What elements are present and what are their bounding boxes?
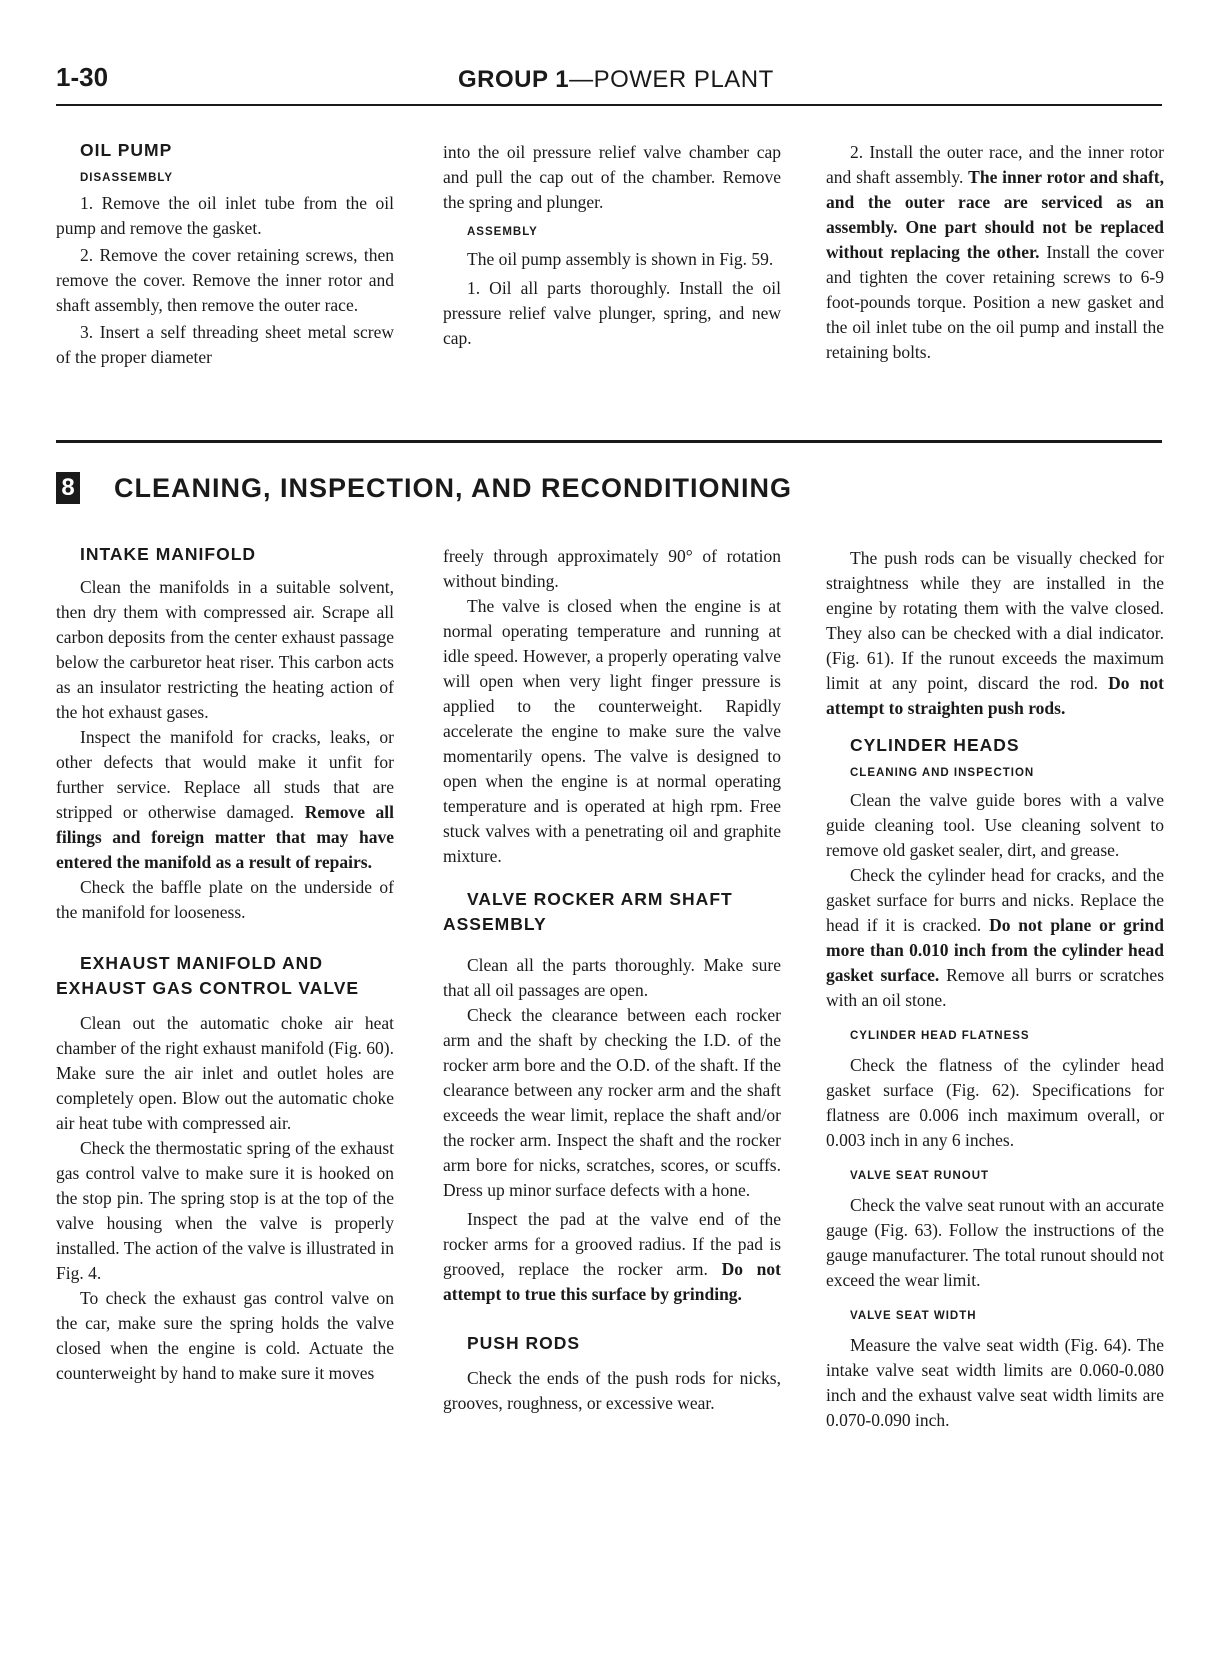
paragraph: Check the ends of the push rods for nicks, grooves, roughness, or excessive wear.	[443, 1368, 781, 1413]
group-separator: —	[569, 66, 594, 93]
text-run: Remove all burrs or scratches with an oil stone.	[826, 965, 1165, 1010]
subheading-valve-seat-width: VALVE SEAT WIDTH	[850, 1310, 977, 1322]
main-column-3	[826, 546, 1164, 1433]
text-run: Inspect the manifold for cracks, leaks, or other defects that would make it unfit for further service. Replace all studs that are stripped or otherwise damaged.	[56, 727, 394, 822]
emphasis: The inner rotor and shaft, and the outer race are serviced as an assembly. One part should not be replaced without replacing the other.	[826, 167, 1164, 262]
running-header	[458, 66, 774, 94]
text-run: Install the cover and tighten the cover retaining screws to 6-9 foot-pounds torque. Position a new gasket and the oil inlet tube on the oil pump and install the retaining bolts.	[826, 242, 1164, 362]
top-column-2	[443, 140, 781, 351]
subheading-assembly: ASSEMBLY	[467, 226, 538, 238]
paragraph: 2. Remove the cover retaining screws, then remove the cover. Remove the inner rotor and shaft assembly, then remove the outer race.	[56, 245, 394, 315]
paragraph: To check the exhaust gas control valve on the car, make sure the spring holds the valve closed when the engine is cold. Actuate the counterweight by hand to make sure it moves	[56, 1288, 394, 1383]
paragraph	[826, 546, 1164, 721]
paragraph: 1. Remove the oil inlet tube from the oil pump and remove the gasket.	[56, 193, 394, 238]
paragraph: Clean the valve guide bores with a valve guide cleaning tool. Use cleaning solvent to remove old gasket sealer, dirt, and grease.	[826, 790, 1164, 860]
paragraph	[56, 725, 394, 875]
subheading-cylinder-head-flatness: CYLINDER HEAD FLATNESS	[850, 1030, 1030, 1042]
emphasis: Do not plane or grind more than 0.010 inch from the cylinder head gasket surface.	[826, 915, 1164, 985]
section-number-badge: 8	[56, 472, 80, 504]
heading-oil-pump: OIL PUMP	[80, 140, 173, 160]
paragraph: The valve is closed when the engine is at normal operating temperature and running at idle speed. However, a properly operating valve will open when very light finger pressure is applied to the counterweight. Rapidly accelerate the engine to make sure the valve momentarily opens. The valve is designed to open when the engine is at normal operating temperature and is operated at high rpm. Free stuck valves with a penetrating oil and graphite mixture.	[443, 596, 781, 866]
paragraph: Check the baffle plate on the underside of the manifold for looseness.	[56, 877, 394, 922]
emphasis: Remove all filings and foreign matter that may have entered the manifold as a result of repairs.	[56, 802, 394, 872]
main-column-1	[56, 542, 394, 1386]
subheading-valve-seat-runout: VALVE SEAT RUNOUT	[850, 1170, 990, 1182]
paragraph	[826, 863, 1164, 1013]
section-title: CLEANING, INSPECTION, AND RECONDITIONING	[114, 473, 793, 503]
paragraph	[443, 1207, 781, 1307]
paragraph: Check the flatness of the cylinder head gasket surface (Fig. 62). Specifications for flatness are 0.006 inch maximum overall, or 0.003 inch in any 6 inches.	[826, 1055, 1164, 1150]
paragraph: Clean the manifolds in a suitable solvent, then dry them with compressed air. Scrape all carbon deposits from the center exhaust passage below the carburetor heat riser. This carbon acts as an insulator restricting the heating action of the hot exhaust gases.	[56, 577, 394, 722]
paragraph: Check the valve seat runout with an accurate gauge (Fig. 63). Follow the instructions of the gauge manufacturer. The total runout should not exceed the wear limit.	[826, 1195, 1164, 1290]
text-run: 2. Install the outer race, and the inner rotor and shaft assembly.	[826, 142, 1164, 187]
group-label: GROUP 1	[458, 66, 570, 93]
text-run: Check the cylinder head for cracks, and the gasket surface for burrs and nicks. Replace the head if it is cracked.	[826, 865, 1164, 935]
paragraph: 1. Oil all parts thoroughly. Install the oil pressure relief valve plunger, spring, and new cap.	[443, 278, 781, 348]
subheading-cleaning-inspection: CLEANING AND INSPECTION	[850, 767, 1035, 779]
section-rule	[56, 440, 1162, 443]
heading-valve-rocker-arm: VALVE ROCKER ARM SHAFT ASSEMBLY	[443, 889, 733, 934]
top-column-1	[56, 138, 394, 370]
paragraph: The oil pump assembly is shown in Fig. 59.	[467, 249, 774, 269]
emphasis: Do not attempt to straighten push rods.	[826, 673, 1164, 718]
text-run: The push rods can be visually checked for straightness while they are installed in the engine by rotating them with the valve closed. They also can be checked with a dial indicator. (Fig. 61). If the runout exceeds the maximum limit at any point, discard the rod.	[826, 548, 1164, 693]
heading-cylinder-heads: CYLINDER HEADS	[850, 735, 1020, 755]
top-column-3	[826, 140, 1164, 365]
paragraph: Clean out the automatic choke air heat chamber of the right exhaust manifold (Fig. 60). Make sure the air inlet and outlet holes are completely open. Blow out the automatic choke air heat tube with compressed air.	[56, 1013, 394, 1133]
main-column-2	[443, 544, 781, 1416]
paragraph: 3. Insert a self threading sheet metal screw of the proper diameter	[56, 322, 394, 367]
paragraph: into the oil pressure relief valve chamber cap and pull the cap out of the chamber. Remove the spring and plunger.	[443, 142, 781, 212]
subheading-disassembly: DISASSEMBLY	[80, 172, 174, 184]
paragraph: Check the clearance between each rocker arm and the shaft by checking the I.D. of the rocker arm bore and the O.D. of the shaft. If the clearance between any rocker arm and the shaft exceeds the wear limit, replace the shaft and/or the rocker arm. Inspect the shaft and the rocker arm bore for nicks, scratches, scores, or scuffs. Dress up minor surface defects with a hone.	[443, 1005, 781, 1200]
paragraph	[826, 140, 1164, 365]
heading-push-rods: PUSH RODS	[467, 1333, 581, 1353]
paragraph: Measure the valve seat width (Fig. 64). The intake valve seat width limits are 0.060-0.080 inch and the exhaust valve seat width limits are 0.070-0.090 inch.	[826, 1335, 1164, 1430]
paragraph: Clean all the parts thoroughly. Make sure that all oil passages are open.	[443, 955, 781, 1000]
emphasis: Do not attempt to true this surface by grinding.	[443, 1259, 781, 1304]
page-number: 1-30	[56, 62, 109, 92]
group-name: POWER PLANT	[593, 66, 774, 93]
text-run: Inspect the pad at the valve end of the rocker arms for a grooved radius. If the pad is grooved, replace the rocker arm.	[443, 1209, 781, 1279]
paragraph: freely through approximately 90° of rotation without binding.	[443, 546, 781, 591]
paragraph: Check the thermostatic spring of the exhaust gas control valve to make sure it is hooked on the stop pin. The spring stop is at the top of the valve housing when the valve is properly installed. The action of the valve is illustrated in Fig. 4.	[56, 1138, 394, 1283]
heading-exhaust-manifold: EXHAUST MANIFOLD AND EXHAUST GAS CONTROL VALVE	[56, 953, 360, 998]
header-rule	[56, 104, 1162, 106]
heading-intake-manifold: INTAKE MANIFOLD	[80, 544, 257, 564]
